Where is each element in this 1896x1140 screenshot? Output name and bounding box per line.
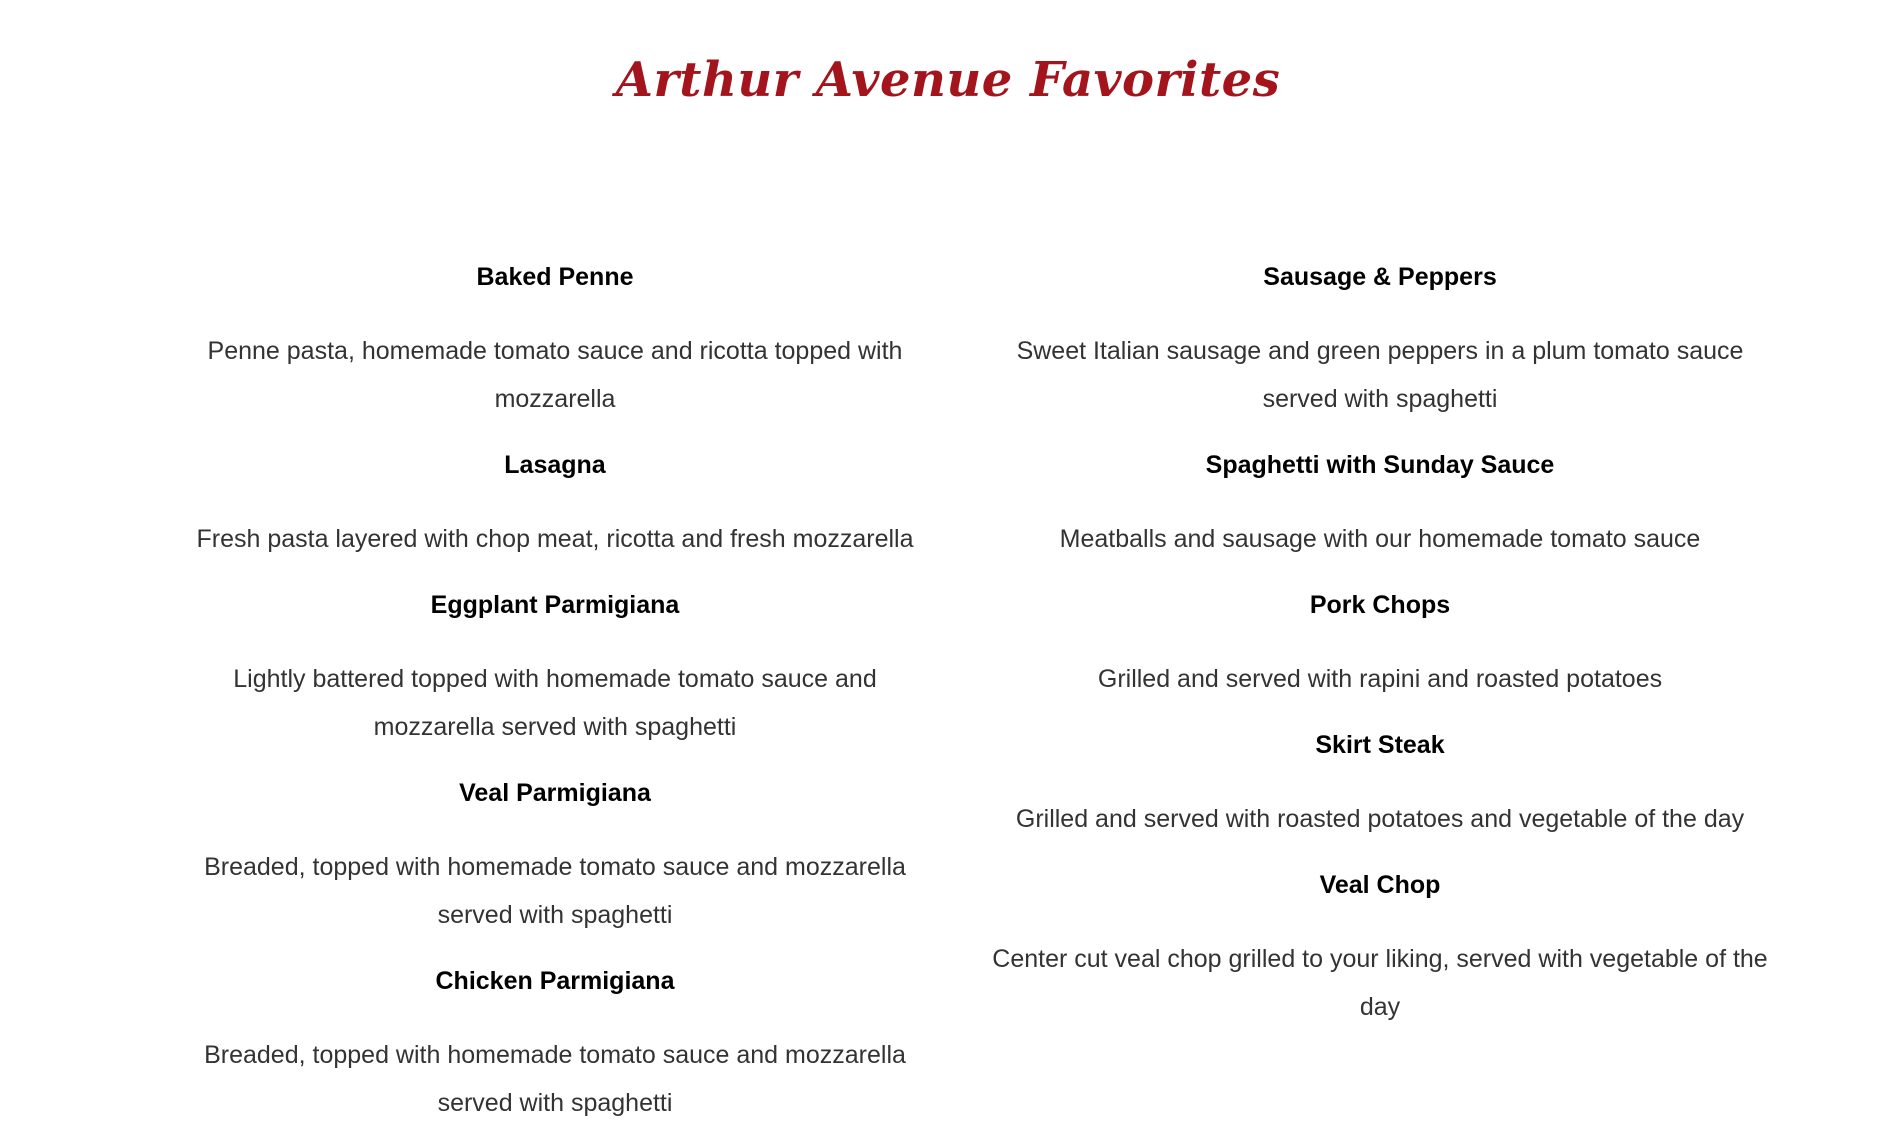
- menu-item-name: Pork Chops: [1309, 591, 1451, 619]
- menu-item: [990, 257, 1770, 423]
- menu-item-name: Lasagna: [504, 451, 606, 479]
- menu-item-description: Breaded, topped with homemade tomato sauce and mozzarella served with spaghetti: [204, 1041, 906, 1117]
- menu-item: [990, 865, 1770, 1031]
- menu-item-name: Skirt Steak: [1315, 731, 1445, 759]
- menu-item: [990, 585, 1770, 703]
- menu-item: [990, 725, 1770, 843]
- menu-column-left: [165, 257, 945, 1140]
- menu-item-name: Veal Parmigiana: [459, 779, 651, 807]
- menu-item-description: Sweet Italian sausage and green peppers in a plum tomato sauce served with spaghetti: [1016, 337, 1744, 413]
- menu-item: [165, 773, 945, 939]
- menu-item-description: Fresh pasta layered with chop meat, ricotta and fresh mozzarella: [196, 525, 914, 553]
- menu-item: [165, 961, 945, 1127]
- menu-item-description: Lightly battered topped with homemade tomato sauce and mozzarella served with spaghetti: [233, 665, 877, 741]
- menu-item-name: Baked Penne: [476, 263, 634, 291]
- menu-item-description: Breaded, topped with homemade tomato sauce and mozzarella served with spaghetti: [204, 853, 906, 929]
- menu-item: [990, 445, 1770, 563]
- menu-item: [165, 585, 945, 751]
- menu-item-description: Meatballs and sausage with our homemade tomato sauce: [1059, 525, 1701, 553]
- menu-item: [165, 257, 945, 423]
- menu-item-description: Grilled and served with rapini and roasted potatoes: [1097, 665, 1663, 693]
- menu-item-name: Chicken Parmigiana: [435, 967, 675, 995]
- menu-item-name: Spaghetti with Sunday Sauce: [1205, 451, 1555, 479]
- menu-item-description: Grilled and served with roasted potatoes and vegetable of the day: [1015, 805, 1745, 833]
- page-title: Arthur Avenue Favorites: [615, 52, 1281, 108]
- menu-item: [165, 445, 945, 563]
- menu-item-name: Sausage & Peppers: [1263, 263, 1497, 291]
- menu-item-name: Veal Chop: [1319, 871, 1441, 899]
- menu-item-name: Eggplant Parmigiana: [430, 591, 680, 619]
- menu-item-description: Penne pasta, homemade tomato sauce and ricotta topped with mozzarella: [207, 337, 903, 413]
- menu-item-description: Center cut veal chop grilled to your liking, served with vegetable of the day: [992, 945, 1768, 1021]
- menu-column-right: [990, 257, 1770, 1053]
